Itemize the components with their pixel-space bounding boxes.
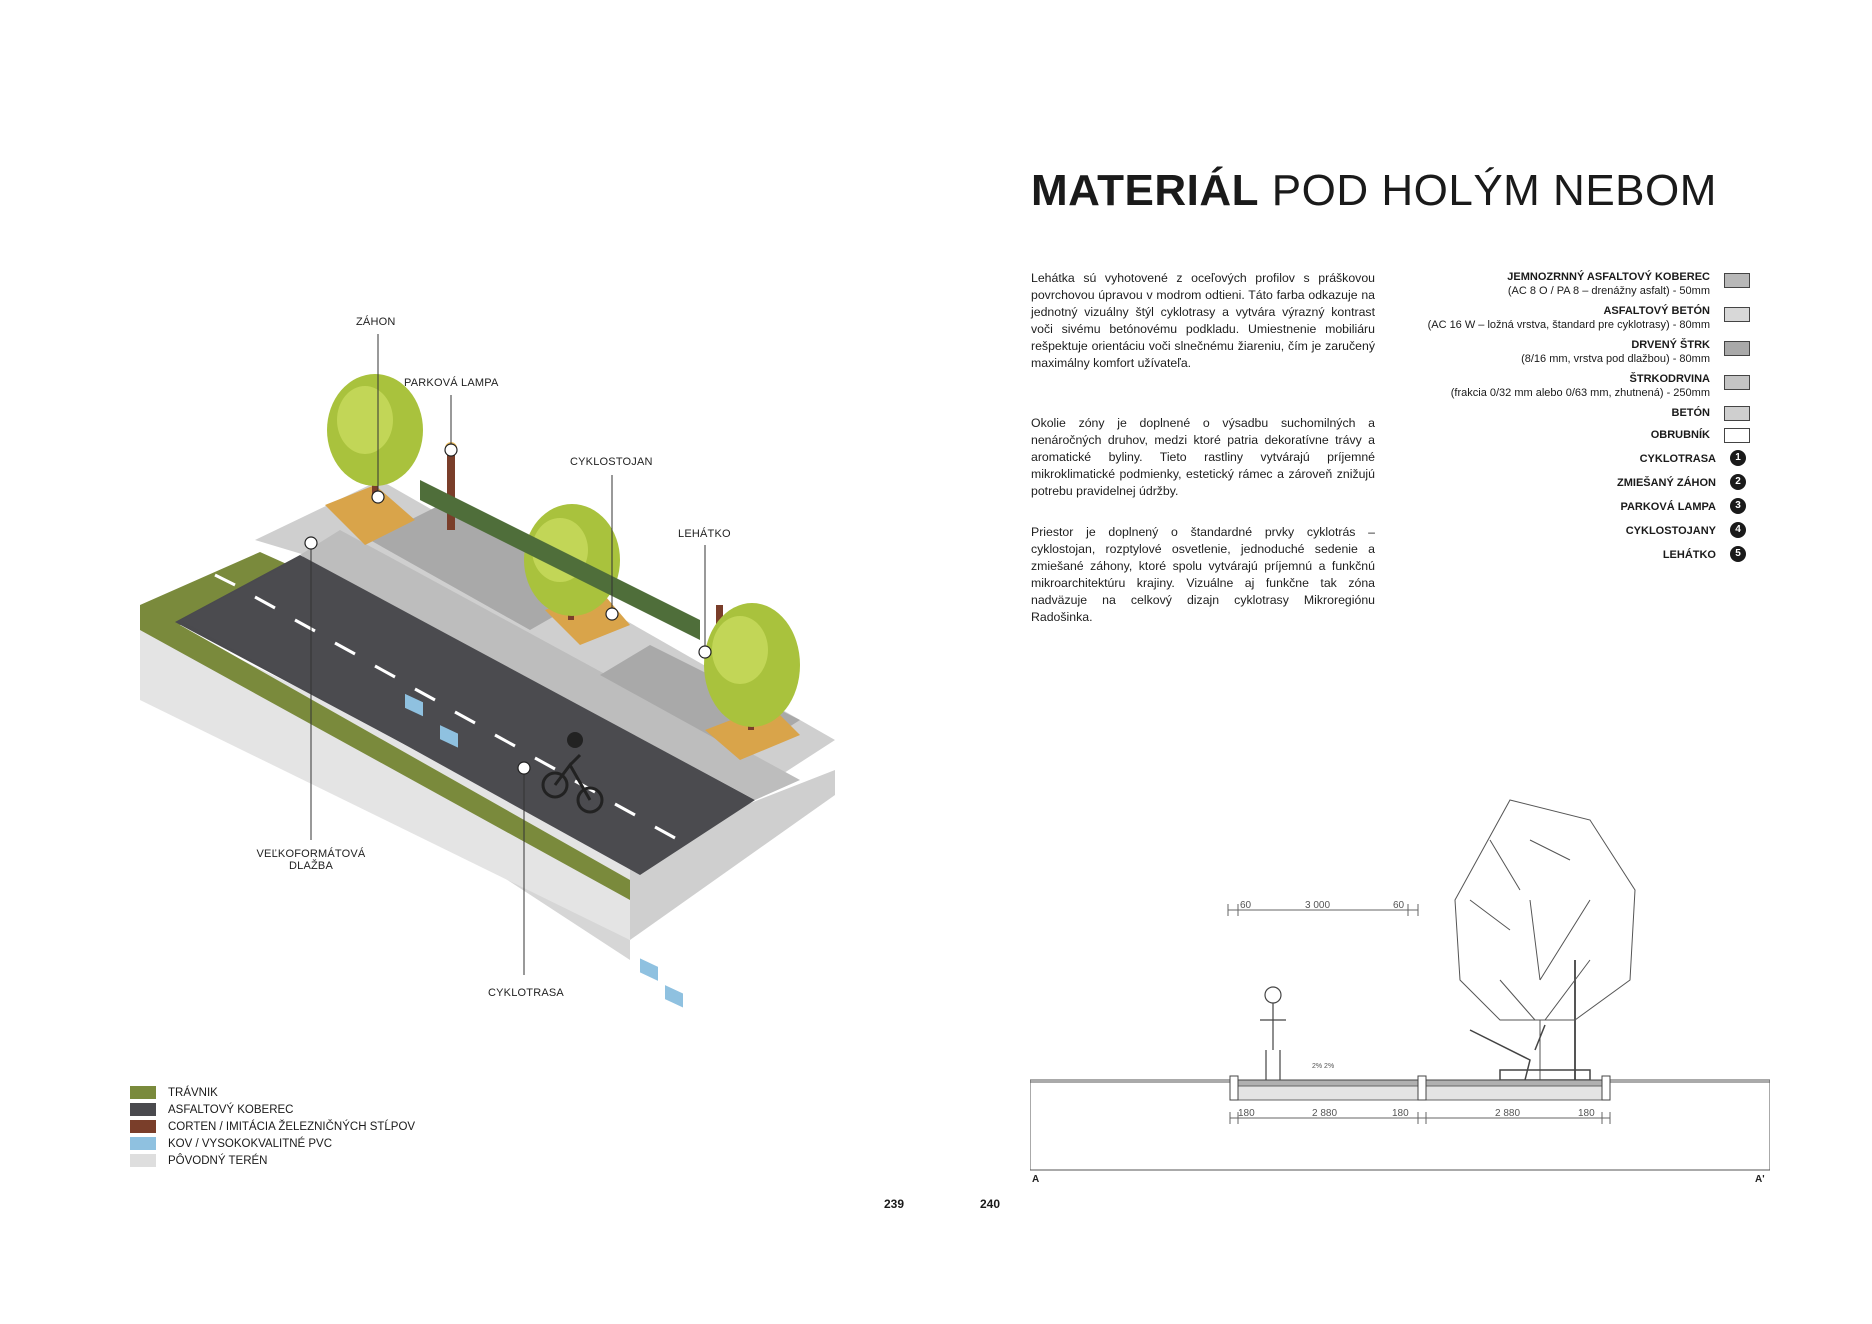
swatch-teren — [130, 1154, 156, 1167]
tree-outline — [1455, 800, 1635, 1080]
material-swatch — [1724, 307, 1750, 322]
cross-section-drawing — [1030, 780, 1770, 1190]
materials-legend — [1380, 270, 1750, 570]
number-badge: 2 — [1730, 474, 1746, 490]
page-number-left: 239 — [884, 1197, 905, 1211]
slope-label: 2% 2% — [1312, 1063, 1335, 1070]
material-item — [1428, 304, 1710, 332]
cut-left: A — [1032, 1174, 1040, 1185]
numbered-item — [1663, 548, 1716, 562]
material-swatch — [1724, 341, 1750, 356]
numbered-item — [1617, 476, 1716, 490]
dim-bottom-3: 180 — [1392, 1108, 1409, 1119]
numbered-item — [1640, 452, 1716, 466]
swatch-kov — [130, 1137, 156, 1150]
numbered-item-label: LEHÁTKO — [1662, 549, 1716, 561]
material-swatch — [1724, 428, 1750, 443]
color-legend-item — [130, 1136, 470, 1152]
material-detail: (frakcia 0/32 mm alebo 0/63 mm, zhutnená) - 250mm — [1450, 387, 1710, 399]
label-dlazba-line1: VEĽKOFORMÁTOVÁ — [256, 848, 366, 860]
label-parkova-lampa: PARKOVÁ LAMPA — [404, 377, 499, 389]
dim-bottom-2: 2 880 — [1312, 1108, 1338, 1119]
material-detail: (AC 16 W – ložná vrstva, štandard pre cyklotrasy) - 80mm — [1427, 319, 1710, 331]
material-item — [1507, 270, 1710, 298]
swatch-travnik — [130, 1086, 156, 1099]
dim-bottom-1: 180 — [1238, 1108, 1255, 1119]
number-badge: 3 — [1730, 498, 1746, 514]
page-number-right: 240 — [980, 1197, 1001, 1211]
color-legend-label: PÔVODNÝ TERÉN — [168, 1155, 268, 1167]
numbered-item-label: CYKLOSTOJANY — [1625, 525, 1716, 537]
material-detail: (8/16 mm, vrstva pod dlažbou) - 80mm — [1521, 353, 1710, 365]
numbered-item-label: PARKOVÁ LAMPA — [1620, 501, 1716, 513]
page-title — [1031, 166, 1717, 216]
color-legend-label: CORTEN / IMITÁCIA ŽELEZNIČNÝCH STĹPOV — [168, 1121, 416, 1133]
material-item — [1651, 428, 1710, 442]
label-dlazba — [256, 848, 366, 872]
material-name: ASFALTOVÝ BETÓN — [1603, 305, 1710, 317]
paragraph-1: Lehátka sú vyhotovené z oceľových profilov s práškovou povrchovou úpravou v modrom odtieni. Táto farba odkazuje na jednotný vizuálny štýl cyklotrasy a vytvára výrazný kontrast voči sivému betónovému podkladu. Umiestnenie mobiliáru rešpektuje orientáciu voči slnečnému žiareniu, čím je zaručený maximálny komfort užívateľa. — [1031, 271, 1375, 370]
park-lamp-1 — [447, 450, 455, 530]
dim-top-left: 60 — [1240, 900, 1252, 911]
material-detail: (AC 8 O / PA 8 – drenážny asfalt) - 50mm — [1507, 285, 1710, 297]
cut-right: A' — [1755, 1174, 1765, 1185]
number-badge: 4 — [1730, 522, 1746, 538]
label-cyklostojan: CYKLOSTOJAN — [570, 456, 653, 468]
material-swatch — [1724, 406, 1750, 421]
color-legend-item — [130, 1085, 470, 1101]
color-legend-label: KOV / VYSOKOKVALITNÉ PVC — [168, 1138, 333, 1150]
title-light: POD HOLÝM NEBOM — [1271, 166, 1717, 215]
dim-top-mid: 3 000 — [1305, 900, 1331, 911]
label-dlazba-line2: DLAŽBA — [289, 860, 333, 872]
paragraph-2: Okolie zóny je doplnené o výsadbu suchomilných a nenáročných druhov, medzi ktoré patria dekoratívne trávy a aromatické byliny. Tieto rastliny vytvárajú príjemné mikroklimatické podmienky, estetický rámec a zároveň znižujú potrebu pravidelnej údržby. — [1031, 416, 1375, 498]
swatch-asfalt — [130, 1103, 156, 1116]
numbered-item — [1620, 500, 1716, 514]
numbered-item — [1626, 524, 1716, 538]
number-badge: 5 — [1730, 546, 1746, 562]
material-name: DRVENÝ ŠTRK — [1631, 339, 1710, 351]
color-legend-item — [130, 1119, 470, 1135]
paragraph-3: Priestor je doplnený o štandardné prvky cyklotrás – cyklostojan, rozptylové osvetlenie, jednoduché sedenie a zmiešané záhony, ktoré spolu vytvárajú príjemnú a funkčnú mikroarchitektúru krajiny. Vizuálne aj funkčne tak zóna nadväzuje na celkový dizajn cyklotrasy Mikroregiónu Radošinka. — [1031, 525, 1375, 624]
color-legend-label: TRÁVNIK — [168, 1087, 218, 1099]
material-name: BETÓN — [1671, 407, 1710, 419]
material-swatch — [1724, 375, 1750, 390]
color-legend-item — [130, 1153, 470, 1169]
material-name: ŠTRKODRVINA — [1629, 373, 1710, 385]
dim-top-right: 60 — [1393, 900, 1405, 911]
material-swatch — [1724, 273, 1750, 288]
material-name: JEMNOZRNNÝ ASFALTOVÝ KOBEREC — [1507, 271, 1710, 283]
lounger-outline — [1470, 1025, 1590, 1080]
title-bold: MATERIÁL — [1031, 166, 1260, 215]
number-badge: 1 — [1730, 450, 1746, 466]
color-legend-label: ASFALTOVÝ KOBEREC — [168, 1104, 294, 1116]
material-item — [1672, 406, 1711, 420]
swatch-corten — [130, 1120, 156, 1133]
color-legend-item — [130, 1102, 470, 1118]
dim-bottom-4: 2 880 — [1495, 1108, 1521, 1119]
label-zahon: ZÁHON — [356, 316, 396, 328]
material-item — [1521, 338, 1710, 366]
numbered-item-label: CYKLOTRASA — [1639, 453, 1716, 465]
material-item — [1451, 372, 1710, 400]
numbered-item-label: ZMIEŠANÝ ZÁHON — [1617, 477, 1716, 489]
material-name: OBRUBNÍK — [1650, 429, 1710, 441]
label-lehatko: LEHÁTKO — [678, 528, 731, 540]
label-cyklotrasa: CYKLOTRASA — [488, 987, 564, 999]
dim-bottom-5: 180 — [1578, 1108, 1595, 1119]
section-cyclist — [1260, 987, 1286, 1080]
